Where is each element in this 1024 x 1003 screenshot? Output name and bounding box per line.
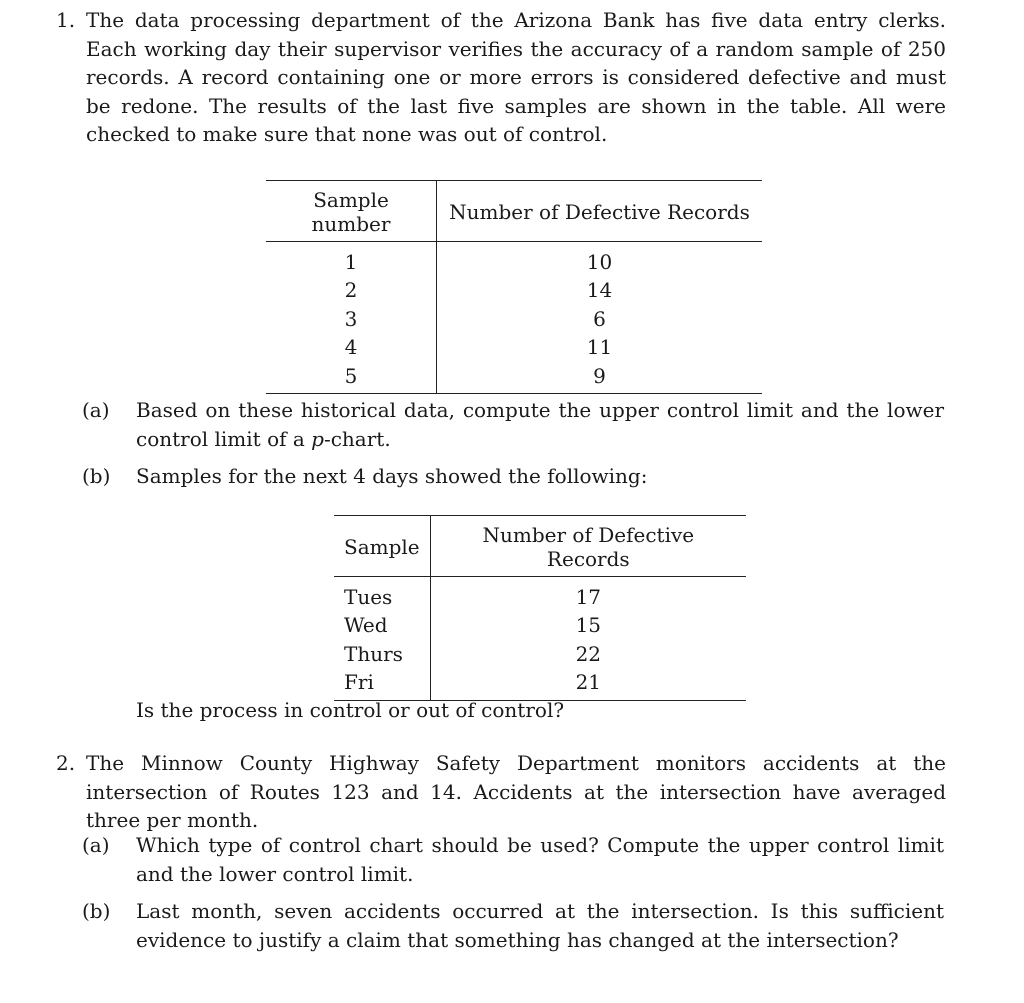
table-cell: Tues — [334, 577, 430, 612]
table-cell: Wed — [334, 611, 430, 639]
table-cell: 4 — [266, 333, 437, 361]
table-cell: 17 — [575, 585, 602, 609]
column-header: Number of Defective Records — [437, 181, 763, 242]
part-text — [136, 396, 944, 453]
defective-records-table — [266, 180, 762, 394]
question-number: 1. — [56, 8, 76, 32]
table-cell: 14 — [586, 278, 613, 303]
table-cell: 22 — [575, 641, 602, 666]
question-1-part-b — [82, 462, 944, 491]
part-label: (b) — [82, 899, 111, 923]
table-header-row — [334, 516, 746, 577]
table-cell: Thurs — [334, 640, 430, 668]
table-cell: 15 — [575, 613, 602, 638]
question-text: The Minnow County Highway Safety Department monitors accidents at the intersection of Routes 123 and 14. Accidents at the intersection have averaged three per month. — [86, 751, 946, 832]
question-2-part-b — [82, 897, 944, 954]
table-cell: 2 — [266, 276, 437, 304]
table-row — [266, 305, 762, 333]
question-1-followup — [82, 696, 944, 725]
followup-text: Is the process in control or out of control? — [136, 698, 565, 722]
table-row — [334, 611, 746, 639]
part-text: Samples for the next 4 days showed the following: — [136, 464, 648, 488]
part-text-start: Based on these historical data, compute the upper control limit and the lower control limit of a — [136, 398, 944, 451]
table-cell: 1 — [266, 242, 437, 277]
table-row — [266, 276, 762, 304]
part-text: Last month, seven accidents occurred at the intersection. Is this sufficient evidence to justify a claim that something has changed at the intersection? — [136, 899, 944, 952]
question-2-part-a — [82, 831, 944, 888]
table-cell: 6 — [593, 306, 606, 331]
table-row — [266, 362, 762, 394]
table-cell: 3 — [266, 305, 437, 333]
column-header: Sample number — [266, 181, 437, 242]
question-text: The data processing department of the Arizona Bank has five data entry clerks. Each working day their supervisor verifies the accuracy of a random sample of 250 records. A record containing one or more errors is considered defective and must be redone. The results of the last five samples are shown in the table. All were checked to make sure that none was out of control. — [86, 8, 946, 146]
table-cell: 9 — [437, 362, 763, 394]
part-label: (a) — [82, 398, 110, 422]
next-days-table — [334, 515, 746, 701]
table-cell: 11 — [586, 335, 613, 360]
part-text: Which type of control chart should be used? Compute the upper control limit and the lower control limit. — [136, 833, 944, 886]
question-1-part-a — [82, 396, 944, 453]
table-row — [334, 640, 746, 668]
part-label: (a) — [82, 833, 110, 857]
question-2 — [56, 749, 946, 835]
part-label: (b) — [82, 464, 111, 488]
table-row — [334, 577, 746, 612]
table-header-row — [266, 181, 762, 242]
question-1 — [56, 6, 946, 149]
column-header: Sample — [334, 516, 430, 577]
column-header: Number of Defective Records — [430, 516, 746, 577]
part-text-end: -chart. — [323, 426, 391, 451]
table-cell: 10 — [586, 250, 613, 274]
table-cell: 5 — [266, 362, 437, 394]
table-cell: Fri — [334, 668, 430, 700]
question-number: 2. — [56, 751, 76, 775]
variable-p: p — [311, 426, 324, 451]
table-cell: 21 — [430, 668, 746, 700]
table-row — [266, 333, 762, 361]
table-row — [266, 242, 762, 277]
